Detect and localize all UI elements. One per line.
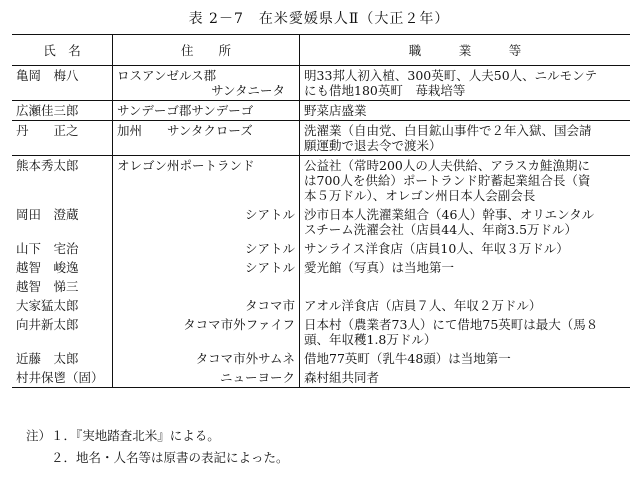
cell-occupation [300,66,631,101]
cell-name [12,296,113,315]
header-occupation: 職 業 等 [300,35,631,66]
cell-address [113,205,300,239]
cell-occupation [300,315,631,349]
cell-address [113,239,300,258]
resident-name: 近藤 太郎 [16,351,79,366]
table-row [12,349,630,368]
cell-name [12,121,113,156]
address-line: ニューヨーク [219,370,295,385]
table-row [12,315,630,349]
cell-occupation [300,205,631,239]
cell-address [113,368,300,388]
address-line: シアトル [244,207,295,222]
table-row [12,239,630,258]
occupation-line: アオル洋食店（店員７人、年収２万ドル） [304,298,542,313]
table-title: 表 2－7 在米愛媛県人Ⅱ（大正２年） [188,11,450,27]
resident-name: 向井新太郎 [16,317,79,332]
occupation-line: 日本村（農業者73人）にて借地75英町は最大（馬８ [304,317,599,332]
address-line: 加州 サンタクローズ [117,123,253,138]
occupation-line: 沙市日本人洗濯業組合（46人）幹事、オリエンタル [304,207,595,222]
header-name: 氏 名 [12,35,113,66]
resident-name: 越智 悌三 [16,279,79,294]
occupation-line: 明33邦人初入植、300英町、人夫50人、ニルモンテ [304,68,598,83]
cell-address [113,66,300,101]
cell-name [12,315,113,349]
address-line: サンデーゴ郡サンデーゴ [117,103,254,118]
cell-occupation [300,349,631,368]
resident-name: 亀岡 梅八 [16,68,79,83]
table-row [12,101,630,121]
occupation-line: 頭、年収穫1.8万ドル） [304,332,437,347]
cell-address [113,349,300,368]
resident-name: 岡田 澄蔵 [16,207,79,222]
resident-name: 大家猛太郎 [16,298,79,313]
footnote-2: ２．地名・人名等は原書の表記によった。 [26,450,289,465]
residents-table [12,34,630,388]
resident-name: 丹 正之 [16,123,79,138]
cell-occupation [300,156,631,206]
cell-occupation [300,239,631,258]
cell-name [12,239,113,258]
cell-address [113,315,300,349]
address-line: サンタニータ [211,83,285,98]
occupation-line: 愛光館（写真）は当地第一 [304,260,455,275]
occupation-line: スチーム洗濯会社（店員44人、年商3.5万ドル） [304,222,578,237]
cell-name [12,368,113,388]
occupation-line: は700人を供給）ポートランド貯蓄起業組合長（資 [304,173,591,188]
occupation-line: にも借地180英町 苺栽培等 [304,83,466,98]
occupation-line: 公益社（常時200人の人夫供給、アラスカ鮭漁期に [304,158,590,173]
occupation-line: 借地77英町（乳牛48頭）は当地第一 [304,351,511,366]
cell-name [12,156,113,206]
resident-name: 越智 峻逸 [16,260,79,275]
header-address: 住 所 [113,35,300,66]
cell-address [113,121,300,156]
table-row [12,296,630,315]
table-row [12,368,630,388]
footnote-1: 注）１．『実地踏査北米』による。 [26,428,220,443]
occupation-line: サンライス洋食店（店員10人、年収３万ドル） [304,241,569,256]
footnotes [26,425,289,469]
address-line: オレゴン州ポートランド [117,158,255,173]
cell-occupation [300,296,631,315]
address-line: タコマ市外ファイフ [183,317,295,332]
resident-name: 広瀬佳三郎 [16,103,79,118]
cell-name [12,349,113,368]
cell-address [113,258,300,296]
cell-name [12,66,113,101]
resident-name: 山下 宅治 [16,241,79,256]
table-row [12,258,630,296]
address-line: タコマ市外サムネ [195,351,295,366]
cell-name [12,258,113,296]
cell-occupation [300,101,631,121]
address-line: シアトル [244,260,295,275]
occupation-line: 本５万ドル）、オレゴン州日本人会副会長 [304,188,536,203]
address-line: タコマ市 [244,298,295,313]
occupation-line: 願運動で退去令で渡米） [304,138,442,153]
table-row [12,66,630,101]
resident-name: 熊本秀太郎 [16,158,79,173]
table-row [12,156,630,206]
cell-name [12,205,113,239]
table-row [12,121,630,156]
occupation-line: 森村組共同者 [304,370,380,385]
cell-occupation [300,121,631,156]
cell-address [113,296,300,315]
address-line: ロスアンゼルス郡 [117,68,217,83]
resident-name: 村井保鬯（固） [16,370,104,385]
cell-address [113,156,300,206]
occupation-line: 野菜店盛業 [304,103,367,118]
occupation-line: 洗濯業（自由党、白目鉱山事件で２年入獄、国会請 [304,123,592,138]
cell-name [12,101,113,121]
cell-occupation [300,368,631,388]
address-line: シアトル [244,241,295,256]
table-row [12,205,630,239]
cell-occupation [300,258,631,296]
cell-address [113,101,300,121]
